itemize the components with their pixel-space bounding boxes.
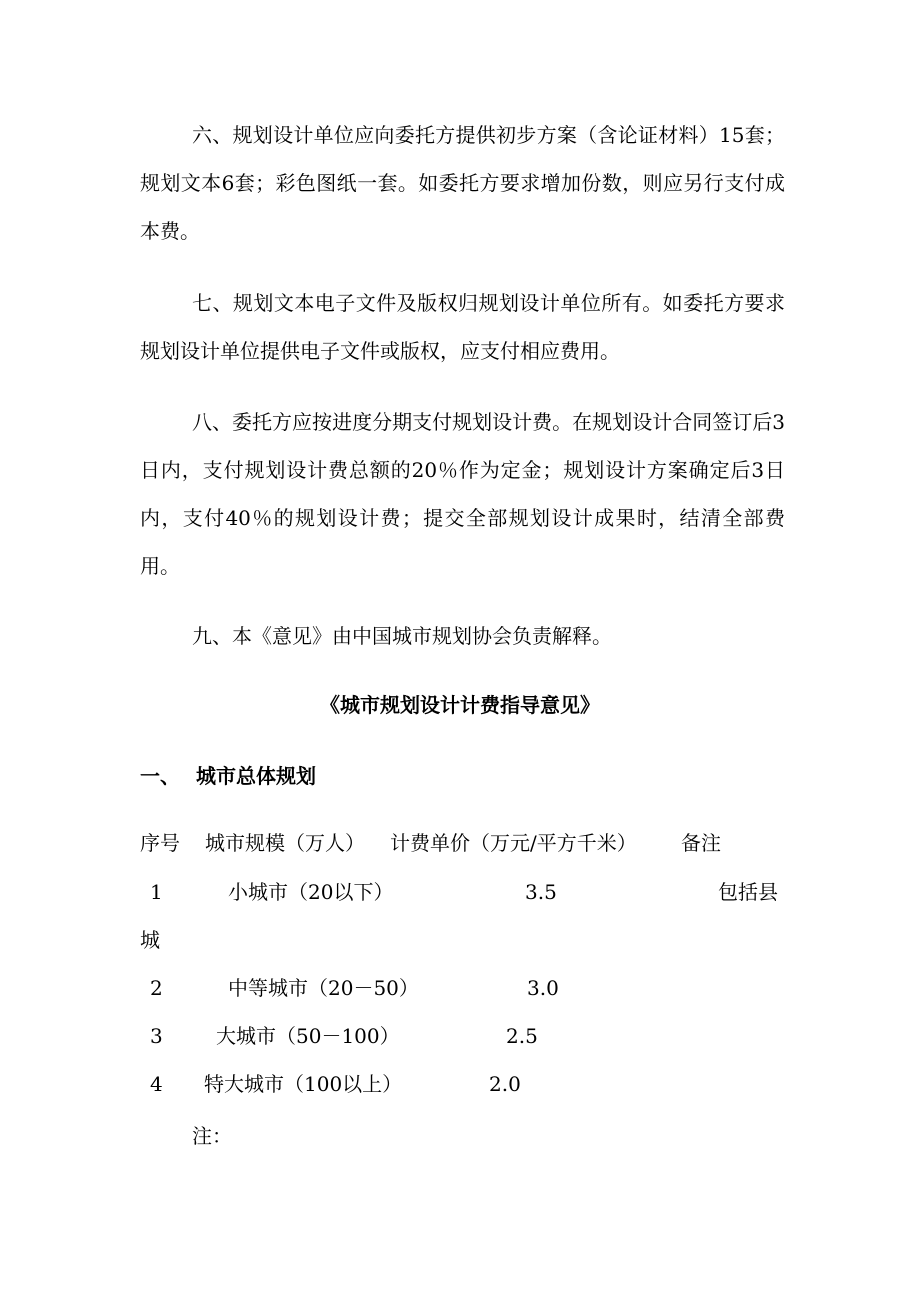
- note-label: 注：: [192, 1124, 232, 1148]
- table-cell-seq: 4: [150, 1072, 163, 1096]
- section-title: 城市总体规划: [196, 764, 316, 788]
- paragraph-6: 六、规划设计单位应向委托方提供初步方案（含论证材料）15套；规划文本6套；彩色图纸一套。如委托方要求增加份数，则应另行支付成本费。: [140, 123, 785, 243]
- table-cell-scale: 中等城市（20－50）: [228, 976, 419, 1000]
- table-cell-seq: 3: [150, 1024, 163, 1048]
- table-cell-remark: 包括县: [718, 880, 778, 904]
- table-cell-scale: 大城市（50－100）: [216, 1024, 400, 1048]
- table-header-seq: 序号: [140, 831, 180, 855]
- section-heading: [140, 756, 316, 796]
- document-title: 《城市规划设计计费指导意见》: [320, 693, 600, 717]
- table-cell-price: 2.0: [489, 1072, 521, 1096]
- table-header-scale: 城市规模（万人）: [205, 831, 365, 855]
- table-cell-scale: 特大城市（100以上）: [204, 1072, 403, 1096]
- table-cell-seq: 2: [150, 976, 163, 1000]
- table-cell-price: 3.0: [527, 976, 559, 1000]
- paragraph-8: 八、委托方应按进度分期支付规划设计费。在规划设计合同签订后3日内，支付规划设计费总额的20％作为定金；规划设计方案确定后3日内，支付40％的规划设计费；提交全部规划设计成果时，结清全部费用。: [140, 410, 785, 578]
- table-header-remark: 备注: [681, 831, 721, 855]
- table-cell-scale: 小城市（20以下）: [228, 880, 394, 904]
- table-header-price: 计费单价（万元/平方千米）: [390, 831, 637, 855]
- table-cell-remark-wrap: 城: [140, 928, 160, 952]
- section-number: 一、: [140, 764, 180, 788]
- paragraph-9: 九、本《意见》由中国城市规划协会负责解释。: [192, 624, 612, 648]
- paragraph-7: 七、规划文本电子文件及版权归规划设计单位所有。如委托方要求规划设计单位提供电子文件或版权，应支付相应费用。: [140, 291, 785, 363]
- table-cell-price: 3.5: [525, 880, 557, 904]
- table-cell-seq: 1: [150, 880, 163, 904]
- table-cell-price: 2.5: [506, 1024, 538, 1048]
